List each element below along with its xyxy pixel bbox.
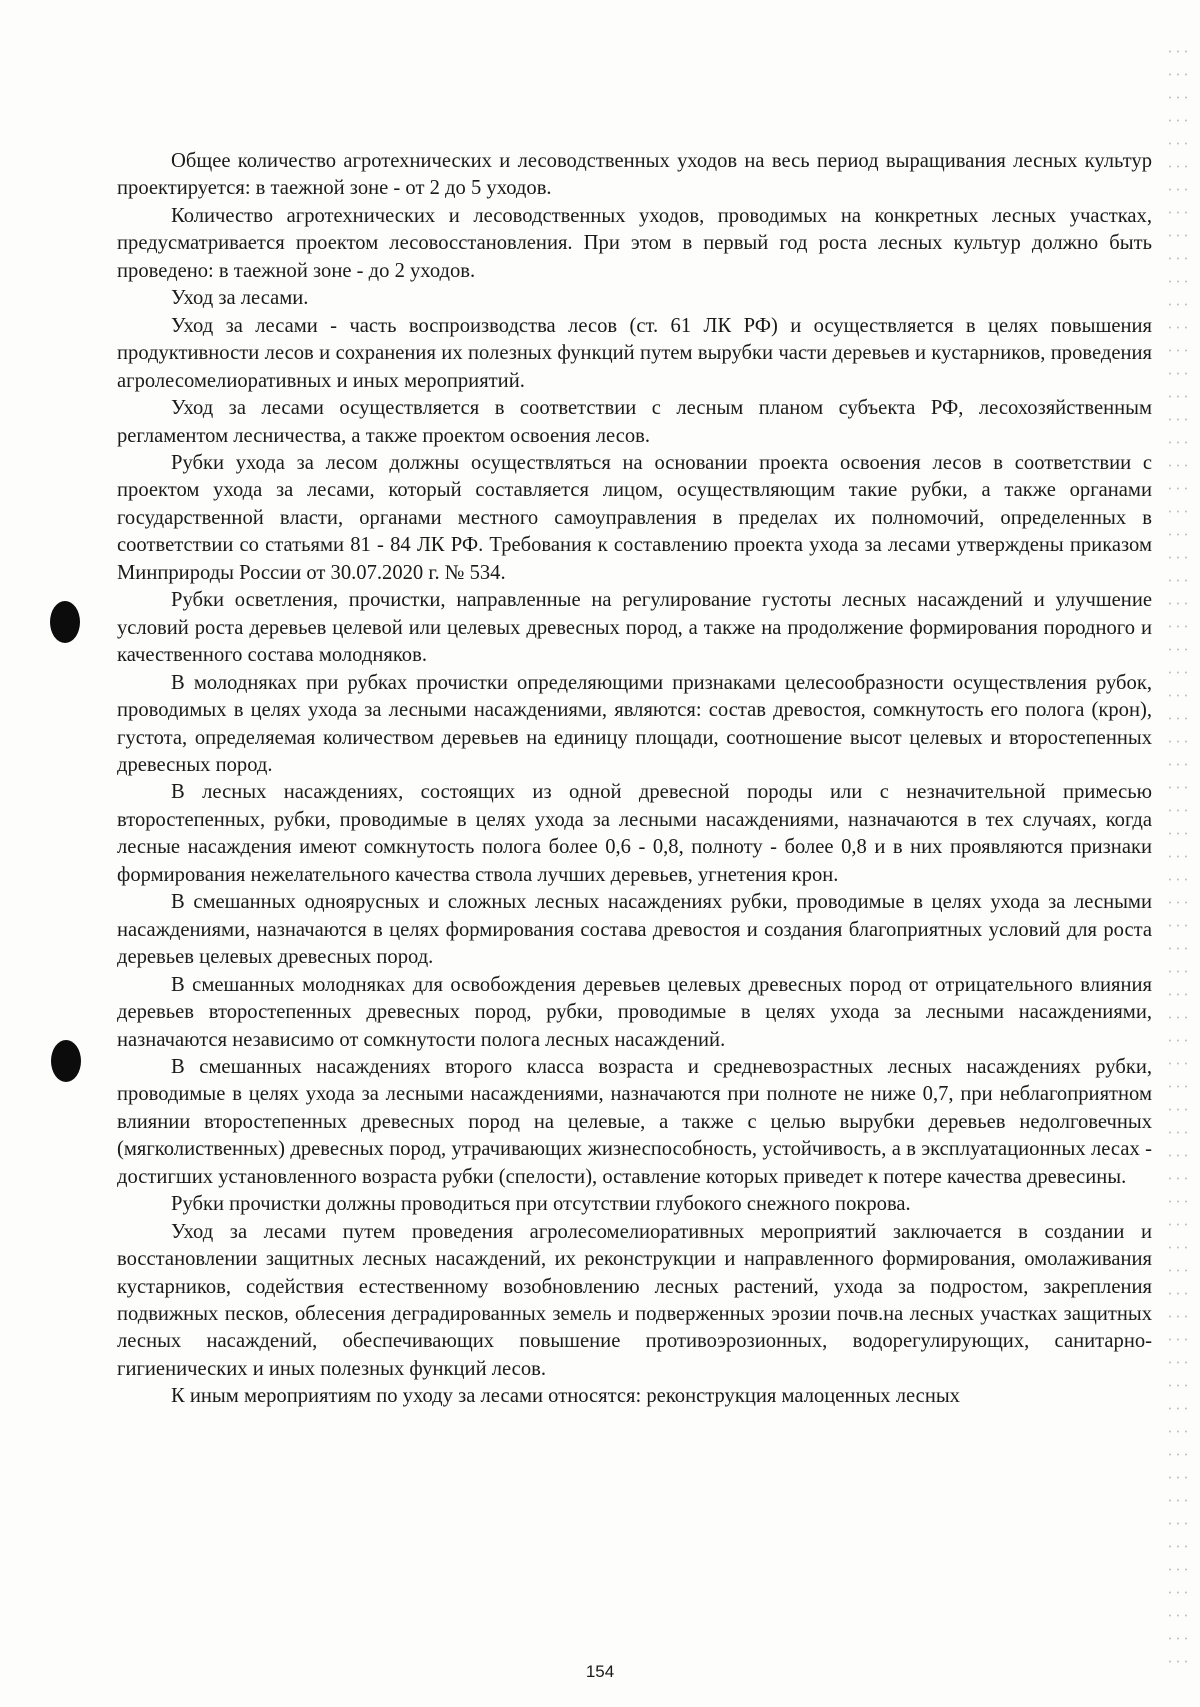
paragraph: В смешанных одноярусных и сложных лесных насаждениях рубки, проводимые в целях ухода за лесными насаждениями, назначаются в целях формирования состава древостоя и создания благоприятных условий для роста деревьев целевых древесных пород. xyxy=(117,891,1152,969)
paragraph: Уход за лесами - часть воспроизводства лесов (ст. 61 ЛК РФ) и осуществляется в целях повышения продуктивности лесов и сохранения их полезных функций путем вырубки части деревьев и кустарников, проведения агролесомелиоративных и иных мероприятий. xyxy=(117,314,1152,392)
paragraph: В лесных насаждениях, состоящих из одной древесной породы или с незначительной примесью второстепенных, рубки, проводимые в целях ухода за лесными насаждениями, назначаются в тех случаях, когда лесные насаждения имеют сомкнутость полога более 0,6 - 0,8, полноту - более 0,8 и в них проявляются признаки формирования нежелательного качества ствола лучших деревьев, угнетения крон. xyxy=(117,781,1152,886)
paragraph: В молодняках при рубках прочистки определяющими признаками целесообразности осуществления рубок, проводимых в целях ухода за лесными насаждениями, являются: состав древостоя, сомкнутость его полога (крон), густота, определяемая количеством деревьев на единицу площади, соотношение высот целевых и второстепенных древесных пород. xyxy=(117,671,1152,776)
paragraph: В смешанных молодняках для освобождения деревьев целевых древесных пород от отрицательного влияния деревьев второстепенных древесных пород, рубки, проводимые в целях ухода за лесными насаждениями, назначаются независимо от сомкнутости полога лесных насаждений. xyxy=(117,973,1152,1051)
paragraph: Уход за лесами. xyxy=(171,287,309,310)
paragraph: Уход за лесами осуществляется в соответствии с лесным планом субъекта РФ, лесохозяйственным регламентом лесничества, а также проектом освоения лесов. xyxy=(117,397,1152,447)
paragraph: К иным мероприятиям по уходу за лесами относятся: реконструкция малоценных лесных xyxy=(171,1385,960,1408)
paragraph: Рубки ухода за лесом должны осуществляться на основании проекта освоения лесов в соответствии с проектом ухода за лесами, который составляется лицом, осуществляющим такие рубки, а также органами государственной власти, органами местного самоуправления в пределах их полномочий, определенных в соответствии со статьями 81 - 84 ЛК РФ. Требования к составлению проекта ухода за лесами утверждены приказом Минприроды России от 30.07.2020 г. № 534. xyxy=(117,451,1152,584)
paragraph: В смешанных насаждениях второго класса возраста и средневозрастных лесных насаждениях рубки, проводимые в целях ухода за лесными насаждениями, назначаются при полноте не ниже 0,7, при неблагоприятном влиянии второстепенных древесных пород на целевые, а также с целью вырубки деревьев недолговечных (мягколиственных) древесных пород, утрачивающих жизнеспособность, устойчивость, а в эксплуатационных лесах - достигших установленного возраста рубки (спелости), оставление которых приведет к потере качества древесины. xyxy=(117,1055,1152,1188)
page-number: 154 xyxy=(585,1662,615,1681)
paragraph: Рубки осветления, прочистки, направленные на регулирование густоты лесных насаждений и улучшение условий роста деревьев целевой или целевых древесных пород, а также на продолжение формирования породного и качественного состава молодняков. xyxy=(117,589,1152,667)
scan-noise xyxy=(1166,40,1190,1680)
punch-hole-mark xyxy=(51,1040,81,1082)
document-body xyxy=(117,148,1152,1411)
paragraph: Уход за лесами путем проведения агролесомелиоративных мероприятий заключается в создании и восстановлении защитных лесных насаждений, их реконструкции и направленного формирования, омолаживания кустарников, содействия естественному возобновлению лесных растений, ухода за подростом, закрепления подвижных песков, облесения деградированных земель и подверженных эрозии почв.на лесных участках защитных лесных насаждений, обеспечивающих повышение противоэрозионных, водорегулирующих, санитарно-гигиенических и иных полезных функций лесов. xyxy=(117,1220,1152,1380)
paragraph: Общее количество агротехнических и лесоводственных уходов на весь период выращивания лесных культур проектируется: в таежной зоне - от 2 до 5 уходов. xyxy=(117,150,1152,200)
punch-hole-mark xyxy=(50,601,80,643)
paragraph: Количество агротехнических и лесоводственных уходов, проводимых на конкретных лесных участках, предусматривается проектом лесовосстановления. При этом в первый год роста лесных культур должно быть проведено: в таежной зоне - до 2 уходов. xyxy=(117,204,1152,282)
paragraph: Рубки прочистки должны проводиться при отсутствии глубокого снежного покрова. xyxy=(171,1193,911,1216)
